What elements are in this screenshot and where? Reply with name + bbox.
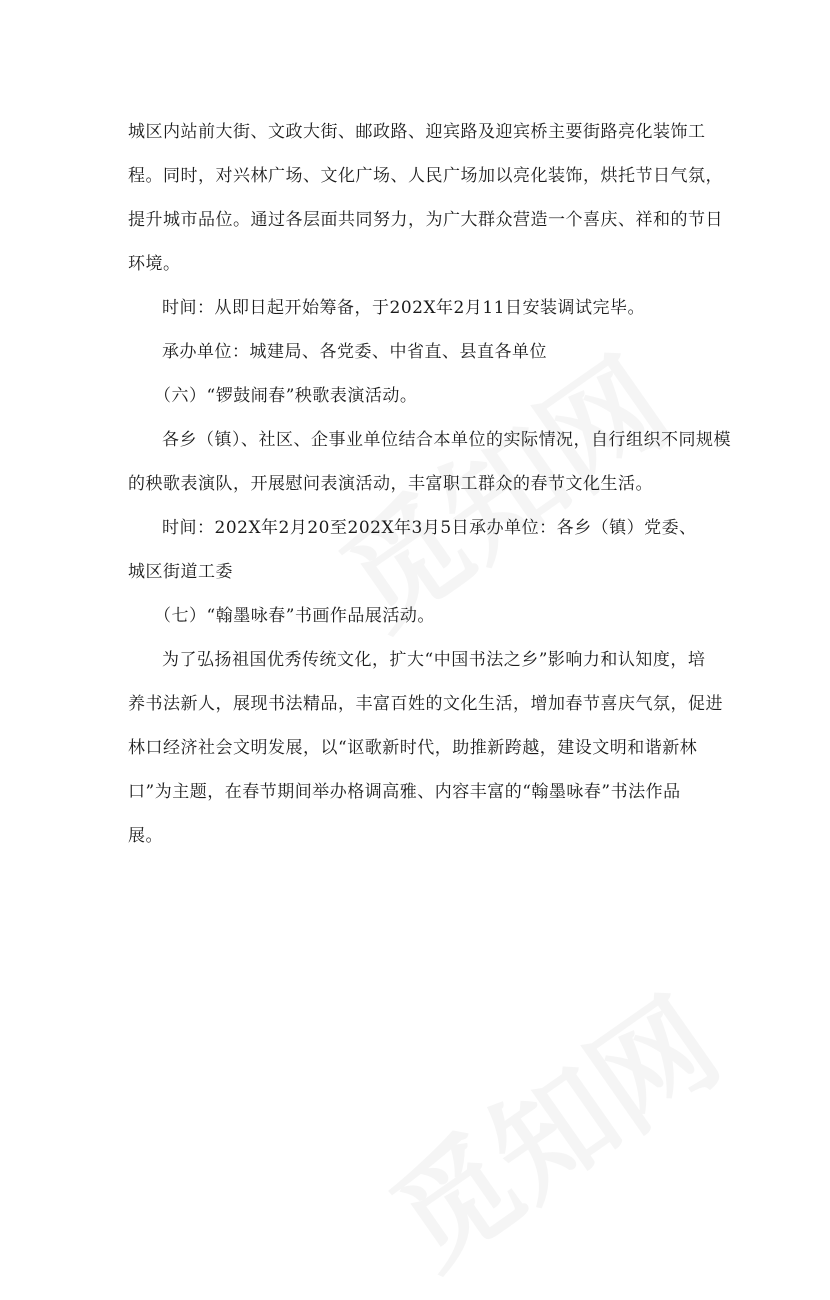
text-line: 口”为主题，在春节期间举办格调高雅、内容丰富的“翰墨咏春”书法作品 <box>128 782 681 802</box>
text-line: 程。同时，对兴林广场、文化广场、人民广场加以亮化装饰，烘托节日气氛， <box>128 166 723 186</box>
text-line: 林口经济社会文明发展，以“讴歌新时代，助推新跨越，建设文明和谐新林 <box>128 738 698 758</box>
document-body <box>128 110 731 858</box>
text-line: 提升城市品位。通过各层面共同努力，为广大群众营造一个喜庆、祥和的节日 <box>128 210 723 230</box>
section-heading: （六）“锣鼓闹春”秧歌表演活动。 <box>154 386 418 406</box>
text-line: 的秧歌表演队，开展慰问表演活动，丰富职工群众的春节文化生活。 <box>128 474 653 494</box>
text-line: 时间：202X年2月20至202X年3月5日承办单位：各乡（镇）党委、 <box>162 518 697 538</box>
text-line: 时间：从即日起开始筹备，于202X年2月11日安装调试完毕。 <box>162 298 645 318</box>
watermark <box>353 952 747 1299</box>
text-line: 城区街道工委 <box>128 562 233 582</box>
section-heading: （七）“翰墨咏春”书画作品展活动。 <box>154 606 435 626</box>
text-line: 各乡（镇）、社区、企事业单位结合本单位的实际情况，自行组织不同规模 <box>162 430 731 450</box>
text-line: 展。 <box>128 826 163 846</box>
text-line: 为了弘扬祖国优秀传统文化，扩大“中国书法之乡”影响力和认知度，培 <box>162 650 706 670</box>
text-line: 承办单位：城建局、各党委、中省直、县直各单位 <box>162 342 547 362</box>
text-line: 城区内站前大街、文政大街、邮政路、迎宾路及迎宾桥主要街路亮化装饰工 <box>128 122 706 142</box>
text-line: 养书法新人，展现书法精品，丰富百姓的文化生活，增加春节喜庆气氛，促进 <box>128 694 723 714</box>
text-line: 环境。 <box>128 254 181 274</box>
